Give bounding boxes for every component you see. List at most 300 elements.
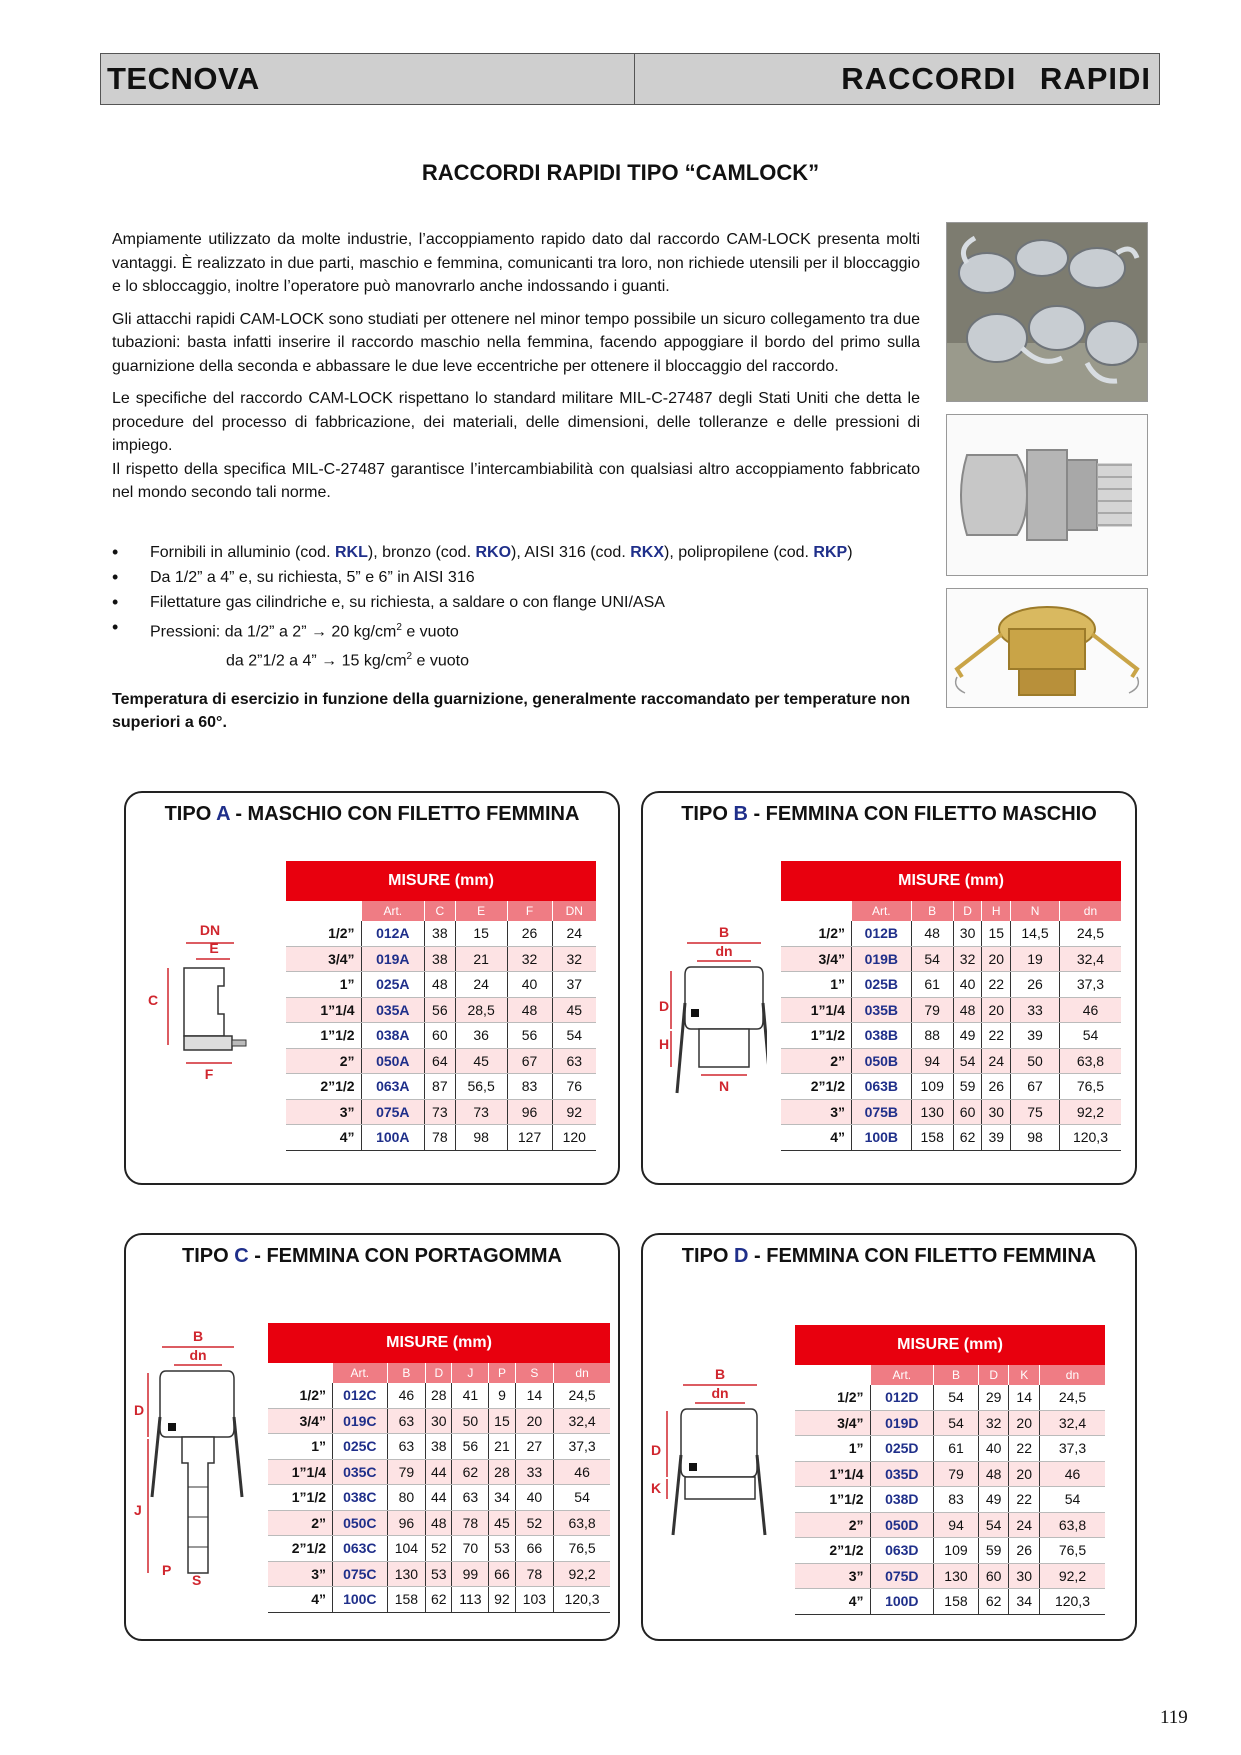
table-row xyxy=(795,1538,1105,1564)
value-cell: 75 xyxy=(1011,1099,1060,1125)
value-cell: 120,3 xyxy=(1059,1125,1121,1151)
value-cell: 92,2 xyxy=(1039,1563,1105,1589)
column-header: Art. xyxy=(870,1365,933,1385)
article-code-cell: 050B xyxy=(851,1048,911,1074)
value-cell: 26 xyxy=(1011,972,1060,998)
table-row xyxy=(268,1485,610,1511)
value-cell: 92 xyxy=(489,1587,515,1613)
table-header-row xyxy=(795,1365,1105,1385)
value-cell: 53 xyxy=(426,1561,452,1587)
size-cell: 2”1/2 xyxy=(795,1538,870,1564)
value-cell: 22 xyxy=(1009,1436,1040,1462)
value-cell: 32 xyxy=(507,946,552,972)
table-row xyxy=(781,997,1121,1023)
article-code-cell: 038D xyxy=(870,1487,933,1513)
section-title: RACCORDI RAPIDI xyxy=(635,54,1159,104)
value-cell: 20 xyxy=(1009,1461,1040,1487)
size-cell: 3” xyxy=(795,1563,870,1589)
value-cell: 67 xyxy=(1011,1074,1060,1100)
value-cell: 52 xyxy=(426,1536,452,1562)
table-row xyxy=(286,1074,596,1100)
value-cell: 32,4 xyxy=(1059,946,1121,972)
value-cell: 120,3 xyxy=(554,1587,610,1613)
size-cell: 4” xyxy=(781,1125,851,1151)
value-cell: 46 xyxy=(387,1383,426,1408)
value-cell: 158 xyxy=(911,1125,953,1151)
value-cell: 44 xyxy=(426,1459,452,1485)
table-row xyxy=(795,1410,1105,1436)
type-c-title: TIPO C - FEMMINA CON PORTAGOMMA xyxy=(182,1245,562,1267)
type-b-drawing xyxy=(647,923,767,1103)
type-a-fitting-photo xyxy=(946,414,1148,576)
intro-paragraph: Le specifiche del raccordo CAM-LOCK rispettano lo standard militare MIL-C-27487 degli Stati Uniti che detta le procedure del processo di fabbricazione, dei materiali, delle dimensioni, delle tolleranze e delle pressioni di impiego. xyxy=(112,390,920,454)
value-cell: 63,8 xyxy=(554,1510,610,1536)
value-cell: 54 xyxy=(554,1485,610,1511)
value-cell: 46 xyxy=(554,1459,610,1485)
value-cell: 80 xyxy=(387,1485,426,1511)
article-code-cell: 100B xyxy=(851,1125,911,1151)
article-code-cell: 035C xyxy=(333,1459,388,1485)
value-cell: 54 xyxy=(1039,1487,1105,1513)
value-cell: 20 xyxy=(1009,1410,1040,1436)
value-cell: 63,8 xyxy=(1039,1512,1105,1538)
value-cell: 24,5 xyxy=(1059,921,1121,946)
value-cell: 45 xyxy=(489,1510,515,1536)
value-cell: 37 xyxy=(552,972,596,998)
article-code-cell: 075B xyxy=(851,1099,911,1125)
value-cell: 120 xyxy=(552,1125,596,1151)
value-cell: 78 xyxy=(425,1125,456,1151)
column-header: S xyxy=(515,1363,554,1383)
value-cell: 61 xyxy=(934,1436,979,1462)
value-cell: 27 xyxy=(515,1434,554,1460)
value-cell: 15 xyxy=(982,921,1011,946)
value-cell: 64 xyxy=(425,1048,456,1074)
value-cell: 60 xyxy=(425,1023,456,1049)
value-cell: 29 xyxy=(978,1385,1009,1410)
column-header: B xyxy=(911,901,953,921)
value-cell: 19 xyxy=(1011,946,1060,972)
value-cell: 48 xyxy=(426,1510,452,1536)
type-a-drawing xyxy=(146,923,256,1083)
size-cell: 1”1/4 xyxy=(286,997,361,1023)
list-item: • Pressioni: da 1/2” a 2” → 20 $kg/cm^2$ e vuoto xyxy=(112,615,920,644)
value-cell: 103 xyxy=(515,1587,554,1613)
size-cell: 1/2” xyxy=(286,921,361,946)
value-cell: 79 xyxy=(387,1459,426,1485)
value-cell: 62 xyxy=(426,1587,452,1613)
size-cell: 3/4” xyxy=(286,946,361,972)
value-cell: 33 xyxy=(515,1459,554,1485)
type-d-drawing xyxy=(645,1365,775,1565)
table-row xyxy=(795,1563,1105,1589)
size-cell: 2” xyxy=(795,1512,870,1538)
article-code-cell: 050A xyxy=(361,1048,425,1074)
value-cell: 79 xyxy=(911,997,953,1023)
type-a-table xyxy=(286,861,596,1151)
page-header xyxy=(100,53,1160,105)
table-row xyxy=(795,1436,1105,1462)
table-row xyxy=(268,1561,610,1587)
intro-paragraph: Gli attacchi rapidi CAM-LOCK sono studiati per ottenere nel minor tempo possibile un sicuro collegamento tra due tubazioni: basta infatti inserire il raccordo maschio nella femmina, facendo appoggiare il bordo del primo sulla guarnizione della seconda e abbassare le due leve eccentriche per ottenere il bloccaggio del raccordo. xyxy=(112,310,920,375)
size-cell: 1” xyxy=(286,972,361,998)
value-cell: 34 xyxy=(1009,1589,1040,1615)
value-cell: 21 xyxy=(455,946,507,972)
type-d-title: TIPO D - FEMMINA CON FILETTO FEMMINA xyxy=(681,1245,1097,1267)
value-cell: 24,5 xyxy=(554,1383,610,1408)
article-code-cell: 019C xyxy=(333,1408,388,1434)
size-cell: 1”1/4 xyxy=(795,1461,870,1487)
value-cell: 109 xyxy=(934,1538,979,1564)
value-cell: 37,3 xyxy=(554,1434,610,1460)
table-row xyxy=(781,1048,1121,1074)
column-header: B xyxy=(387,1363,426,1383)
value-cell: 94 xyxy=(934,1512,979,1538)
size-cell: 2”1/2 xyxy=(286,1074,361,1100)
value-cell: 63 xyxy=(387,1434,426,1460)
value-cell: 54 xyxy=(934,1385,979,1410)
table-row xyxy=(286,1099,596,1125)
value-cell: 14,5 xyxy=(1011,921,1060,946)
value-cell: 48 xyxy=(978,1461,1009,1487)
table-row xyxy=(286,1048,596,1074)
value-cell: 9 xyxy=(489,1383,515,1408)
table-row xyxy=(286,1125,596,1151)
article-code-cell: 038A xyxy=(361,1023,425,1049)
size-col-header xyxy=(795,1365,870,1385)
brand-name: TECNOVA xyxy=(101,54,635,104)
feature-list xyxy=(112,540,920,674)
size-cell: 2” xyxy=(268,1510,333,1536)
type-c-table xyxy=(268,1323,610,1613)
size-cell: 2”1/2 xyxy=(781,1074,851,1100)
value-cell: 54 xyxy=(978,1512,1009,1538)
camlock-group-photo xyxy=(946,222,1148,402)
value-cell: 66 xyxy=(515,1536,554,1562)
article-code-cell: 075D xyxy=(870,1563,933,1589)
table-row xyxy=(286,921,596,946)
value-cell: 30 xyxy=(426,1408,452,1434)
article-code-cell: 019D xyxy=(870,1410,933,1436)
value-cell: 83 xyxy=(507,1074,552,1100)
table-row xyxy=(795,1487,1105,1513)
list-item: • Fornibili in alluminio (cod. RKL), bronzo (cod. RKO), AISI 316 (cod. RKX), polipropilene (cod. RKP) xyxy=(112,540,920,565)
misure-header: MISURE (mm) xyxy=(268,1323,610,1363)
value-cell: 37,3 xyxy=(1059,972,1121,998)
table-header-row xyxy=(286,901,596,921)
value-cell: 76,5 xyxy=(1059,1074,1121,1100)
value-cell: 22 xyxy=(982,972,1011,998)
value-cell: 40 xyxy=(515,1485,554,1511)
value-cell: 28 xyxy=(426,1383,452,1408)
value-cell: 66 xyxy=(489,1561,515,1587)
svg-text:dn: dn xyxy=(711,1385,729,1401)
value-cell: 76 xyxy=(552,1074,596,1100)
svg-text:J: J xyxy=(134,1502,142,1518)
column-header: C xyxy=(425,901,456,921)
value-cell: 21 xyxy=(489,1434,515,1460)
article-code-cell: 035A xyxy=(361,997,425,1023)
column-header: Art. xyxy=(333,1363,388,1383)
value-cell: 46 xyxy=(1059,997,1121,1023)
value-cell: 41 xyxy=(452,1383,489,1408)
type-d-fitting-photo xyxy=(946,588,1148,708)
size-col-header xyxy=(781,901,851,921)
column-header: dn xyxy=(1039,1365,1105,1385)
value-cell: 20 xyxy=(515,1408,554,1434)
svg-text:H: H xyxy=(659,1036,670,1052)
value-cell: 40 xyxy=(953,972,982,998)
value-cell: 63 xyxy=(387,1408,426,1434)
value-cell: 158 xyxy=(387,1587,426,1613)
value-cell: 158 xyxy=(934,1589,979,1615)
table-header-row xyxy=(781,901,1121,921)
size-cell: 3/4” xyxy=(781,946,851,972)
value-cell: 34 xyxy=(489,1485,515,1511)
list-item-continuation: da 2”1/2 a 4” → 15 $kg/cm^2$ e vuoto xyxy=(226,651,470,670)
column-header: E xyxy=(455,901,507,921)
value-cell: 50 xyxy=(1011,1048,1060,1074)
column-header: N xyxy=(1011,901,1060,921)
article-code-cell: 075A xyxy=(361,1099,425,1125)
article-code-cell: 012B xyxy=(851,921,911,946)
value-cell: 40 xyxy=(978,1436,1009,1462)
value-cell: 113 xyxy=(452,1587,489,1613)
article-code-cell: 035D xyxy=(870,1461,933,1487)
article-code-cell: 100D xyxy=(870,1589,933,1615)
size-cell: 1”1/2 xyxy=(781,1023,851,1049)
article-code-cell: 012C xyxy=(333,1383,388,1408)
value-cell: 22 xyxy=(1009,1487,1040,1513)
value-cell: 104 xyxy=(387,1536,426,1562)
value-cell: 54 xyxy=(953,1048,982,1074)
table-row xyxy=(286,1023,596,1049)
value-cell: 70 xyxy=(452,1536,489,1562)
article-code-cell: 075C xyxy=(333,1561,388,1587)
value-cell: 54 xyxy=(1059,1023,1121,1049)
table-row xyxy=(268,1434,610,1460)
value-cell: 98 xyxy=(1011,1125,1060,1151)
page-title: RACCORDI RAPIDI TIPO “CAMLOCK” xyxy=(421,160,820,185)
column-header: H xyxy=(982,901,1011,921)
value-cell: 24 xyxy=(982,1048,1011,1074)
column-header: D xyxy=(426,1363,452,1383)
value-cell: 15 xyxy=(489,1408,515,1434)
list-item: • Filettature gas cilindriche e, su richiesta, a saldare o con flange UNI/ASA xyxy=(112,590,920,615)
size-cell: 1”1/4 xyxy=(268,1459,333,1485)
value-cell: 38 xyxy=(426,1434,452,1460)
table-row xyxy=(795,1385,1105,1410)
value-cell: 63,8 xyxy=(1059,1048,1121,1074)
size-cell: 2”1/2 xyxy=(268,1536,333,1562)
value-cell: 50 xyxy=(452,1408,489,1434)
value-cell: 14 xyxy=(1009,1385,1040,1410)
value-cell: 49 xyxy=(978,1487,1009,1513)
value-cell: 33 xyxy=(1011,997,1060,1023)
column-header: DN xyxy=(552,901,596,921)
value-cell: 20 xyxy=(982,946,1011,972)
value-cell: 24 xyxy=(455,972,507,998)
article-code-cell: 100A xyxy=(361,1125,425,1151)
value-cell: 49 xyxy=(953,1023,982,1049)
type-c-panel xyxy=(124,1233,620,1641)
value-cell: 30 xyxy=(1009,1563,1040,1589)
size-cell: 1” xyxy=(795,1436,870,1462)
svg-text:K: K xyxy=(651,1480,662,1496)
value-cell: 24 xyxy=(1009,1512,1040,1538)
value-cell: 73 xyxy=(455,1099,507,1125)
column-header: dn xyxy=(554,1363,610,1383)
article-code-cell: 038C xyxy=(333,1485,388,1511)
size-cell: 1/2” xyxy=(268,1383,333,1408)
value-cell: 26 xyxy=(982,1074,1011,1100)
size-cell: 1”1/2 xyxy=(268,1485,333,1511)
svg-text:E: E xyxy=(209,940,219,956)
misure-header: MISURE (mm) xyxy=(286,861,596,901)
column-header: Art. xyxy=(851,901,911,921)
svg-text:B: B xyxy=(718,924,730,940)
value-cell: 67 xyxy=(507,1048,552,1074)
article-code-cell: 050C xyxy=(333,1510,388,1536)
article-code-cell: 063D xyxy=(870,1538,933,1564)
column-header: F xyxy=(507,901,552,921)
table-row xyxy=(268,1536,610,1562)
article-code-cell: 035B xyxy=(851,997,911,1023)
svg-text:N: N xyxy=(718,1078,730,1094)
value-cell: 36 xyxy=(455,1023,507,1049)
value-cell: 48 xyxy=(507,997,552,1023)
article-code-cell: 025C xyxy=(333,1434,388,1460)
column-header: dn xyxy=(1059,901,1121,921)
type-b-panel xyxy=(641,791,1137,1185)
article-code-cell: 063B xyxy=(851,1074,911,1100)
temperature-note: Temperatura di esercizio in funzione della guarnizione, generalmente raccomandato per temperature non superiori a 60°. xyxy=(112,691,911,731)
column-header: D xyxy=(953,901,982,921)
value-cell: 54 xyxy=(552,1023,596,1049)
table-header-row xyxy=(268,1363,610,1383)
value-cell: 52 xyxy=(515,1510,554,1536)
table-row xyxy=(286,997,596,1023)
value-cell: 38 xyxy=(425,921,456,946)
value-cell: 24,5 xyxy=(1039,1385,1105,1410)
article-code-cell: 019B xyxy=(851,946,911,972)
value-cell: 76,5 xyxy=(554,1536,610,1562)
value-cell: 14 xyxy=(515,1383,554,1408)
size-cell: 1” xyxy=(268,1434,333,1460)
type-a-title: TIPO A - MASCHIO CON FILETTO FEMMINA xyxy=(164,803,580,825)
value-cell: 45 xyxy=(455,1048,507,1074)
value-cell: 59 xyxy=(953,1074,982,1100)
article-code-cell: 063C xyxy=(333,1536,388,1562)
size-cell: 3/4” xyxy=(795,1410,870,1436)
value-cell: 54 xyxy=(934,1410,979,1436)
value-cell: 39 xyxy=(1011,1023,1060,1049)
svg-text:D: D xyxy=(651,1442,662,1458)
svg-text:dn: dn xyxy=(189,1347,207,1363)
size-cell: 3/4” xyxy=(268,1408,333,1434)
size-cell: 4” xyxy=(286,1125,361,1151)
table-row xyxy=(795,1461,1105,1487)
intro-paragraph: Ampiamente utilizzato da molte industrie, l’accoppiamento rapido dato dal raccordo CAM-LOCK presenta molti vantaggi. È realizzato in due parti, maschio e femmina, comunicanti tra loro, non richiede utensili per il bloccaggio e lo sbloccaggio, inoltre l’operatore può manovrarlo anche indossando i guanti. xyxy=(112,231,920,295)
table-row xyxy=(286,972,596,998)
article-code-cell: 025D xyxy=(870,1436,933,1462)
table-row xyxy=(268,1587,610,1613)
article-code-cell: 012A xyxy=(361,921,425,946)
size-col-header xyxy=(286,901,361,921)
article-code-cell: 050D xyxy=(870,1512,933,1538)
article-code-cell: 025B xyxy=(851,972,911,998)
type-c-drawing xyxy=(132,1327,262,1587)
value-cell: 54 xyxy=(911,946,953,972)
value-cell: 26 xyxy=(507,921,552,946)
type-b-table xyxy=(781,861,1121,1151)
value-cell: 26 xyxy=(1009,1538,1040,1564)
value-cell: 96 xyxy=(387,1510,426,1536)
article-code-cell: 100C xyxy=(333,1587,388,1613)
value-cell: 98 xyxy=(455,1125,507,1151)
value-cell: 99 xyxy=(452,1561,489,1587)
table-row xyxy=(268,1459,610,1485)
value-cell: 32 xyxy=(552,946,596,972)
value-cell: 60 xyxy=(978,1563,1009,1589)
intro-paragraph: Il rispetto della specifica MIL-C-27487 garantisce l’intercambiabilità con qualsiasi altro accoppiamento fabbricato nel mondo secondo tali norme. xyxy=(112,460,920,501)
value-cell: 48 xyxy=(425,972,456,998)
svg-text:DN: DN xyxy=(199,923,221,938)
value-cell: 32,4 xyxy=(554,1408,610,1434)
value-cell: 53 xyxy=(489,1536,515,1562)
value-cell: 28,5 xyxy=(455,997,507,1023)
table-row xyxy=(268,1510,610,1536)
size-cell: 1/2” xyxy=(795,1385,870,1410)
value-cell: 87 xyxy=(425,1074,456,1100)
table-row xyxy=(795,1589,1105,1615)
svg-text:dn: dn xyxy=(715,943,733,959)
size-cell: 3” xyxy=(781,1099,851,1125)
column-header: P xyxy=(489,1363,515,1383)
misure-header: MISURE (mm) xyxy=(795,1325,1105,1365)
size-cell: 4” xyxy=(795,1589,870,1615)
value-cell: 130 xyxy=(934,1563,979,1589)
page-number: 119 xyxy=(1160,1707,1188,1728)
svg-text:D: D xyxy=(659,998,670,1014)
value-cell: 60 xyxy=(953,1099,982,1125)
size-cell: 2” xyxy=(781,1048,851,1074)
svg-text:F: F xyxy=(204,1066,214,1082)
value-cell: 28 xyxy=(489,1459,515,1485)
value-cell: 40 xyxy=(507,972,552,998)
size-cell: 4” xyxy=(268,1587,333,1613)
column-header: B xyxy=(934,1365,979,1385)
type-d-table xyxy=(795,1325,1105,1615)
value-cell: 30 xyxy=(982,1099,1011,1125)
value-cell: 56 xyxy=(452,1434,489,1460)
table-row xyxy=(781,972,1121,998)
table-row xyxy=(268,1383,610,1408)
value-cell: 46 xyxy=(1039,1461,1105,1487)
table-row xyxy=(781,1099,1121,1125)
value-cell: 62 xyxy=(452,1459,489,1485)
value-cell: 78 xyxy=(452,1510,489,1536)
size-cell: 1”1/4 xyxy=(781,997,851,1023)
value-cell: 20 xyxy=(982,997,1011,1023)
svg-text:C: C xyxy=(148,992,159,1008)
value-cell: 130 xyxy=(911,1099,953,1125)
value-cell: 62 xyxy=(978,1589,1009,1615)
value-cell: 120,3 xyxy=(1039,1589,1105,1615)
size-col-header xyxy=(268,1363,333,1383)
value-cell: 76,5 xyxy=(1039,1538,1105,1564)
article-code-cell: 019A xyxy=(361,946,425,972)
